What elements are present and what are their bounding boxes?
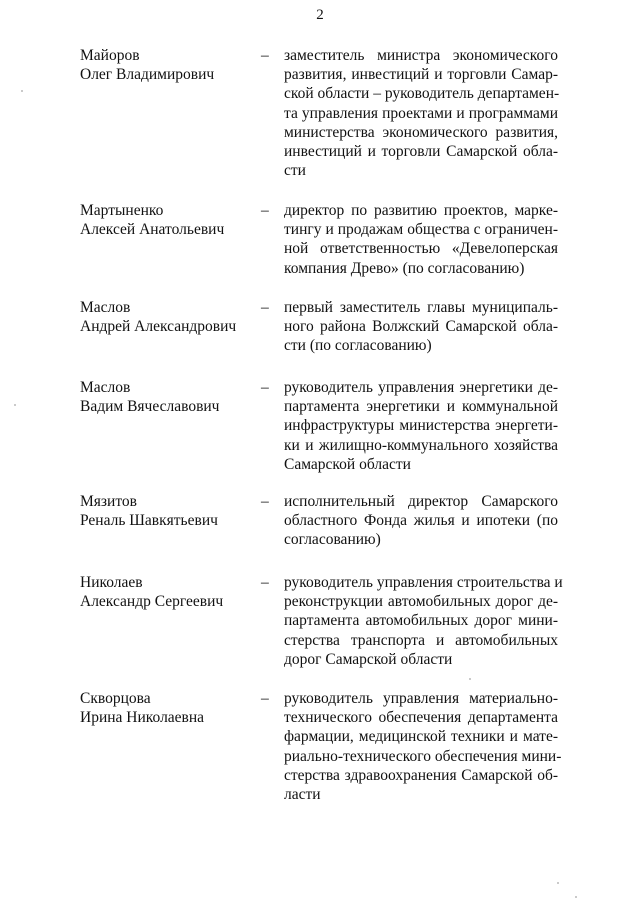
member-role — [284, 573, 563, 669]
member-role — [284, 492, 558, 550]
role-line: стерства транспорта и автомобильных — [284, 631, 558, 649]
role-line: партамента энергетики и коммунальной — [284, 398, 558, 416]
scan-speck — [469, 678, 471, 680]
surname: Майоров — [80, 47, 140, 64]
role-line: сти (по согласованию) — [284, 337, 432, 355]
surname: Мязитов — [80, 493, 137, 510]
role-line: директор по развитию проектов, марке- — [284, 202, 558, 219]
role-line: руководитель управления материально- — [284, 690, 558, 707]
member-role — [284, 201, 558, 278]
role-line: сти — [284, 162, 306, 180]
role-line: руководитель управления строительства и — [284, 574, 563, 591]
role-line: первый заместитель главы муниципаль- — [284, 299, 558, 316]
role-line: заместитель министра экономического — [284, 47, 558, 64]
role-line: ской области – руководитель департамен- — [284, 85, 560, 103]
dash-separator: – — [261, 47, 269, 64]
given-names: Олег Владимирович — [80, 66, 215, 83]
dash-separator: – — [261, 493, 269, 510]
dash-separator: – — [261, 574, 269, 591]
page-number: 2 — [316, 7, 324, 23]
given-names: Реналь Шавкятьевич — [80, 512, 218, 529]
role-line: ного района Волжский Самарской обла- — [284, 318, 558, 336]
role-line: стерства здравоохранения Самарской об- — [284, 766, 558, 784]
given-names: Алексей Анатольевич — [80, 221, 225, 238]
role-line: министерства экономического развития, — [284, 123, 558, 141]
role-line: областного Фонда жилья и ипотеки (по — [284, 512, 558, 530]
scan-speck — [575, 896, 577, 898]
role-line: ной ответственностью «Девелоперская — [284, 240, 558, 258]
scan-speck — [557, 882, 559, 884]
role-line: риально-технического обеспечения мини- — [284, 747, 562, 765]
role-line: тингу и продажам общества с ограничен- — [284, 221, 558, 239]
role-line: согласованию) — [284, 531, 381, 549]
member-name — [80, 298, 255, 336]
role-line: дорог Самарской области — [284, 650, 453, 668]
role-line: технического обеспечения департамента — [284, 709, 558, 727]
surname: Мартыненко — [80, 202, 164, 219]
member-role — [284, 298, 558, 356]
role-line: ласти — [284, 786, 321, 804]
surname: Николаев — [80, 574, 143, 591]
role-line: партамента автомобильных дорог мини- — [284, 612, 558, 630]
role-line: руководитель управления энергетики де- — [284, 379, 558, 396]
role-line: инфраструктуры министерства энергети- — [284, 417, 558, 435]
role-line: ки и жилищно-коммунального хозяйства — [284, 436, 558, 454]
role-line: развития, инвестиций и торговли Самар- — [284, 66, 558, 84]
member-role — [284, 378, 558, 474]
member-role — [284, 46, 558, 180]
dash-separator: – — [261, 379, 269, 396]
dash-separator: – — [261, 299, 269, 316]
role-line: реконструкции автомобильных дорог де- — [284, 593, 558, 611]
member-name — [80, 689, 255, 727]
role-line: исполнительный директор Самарского — [284, 493, 558, 510]
member-name — [80, 378, 255, 416]
member-name — [80, 573, 255, 611]
member-name — [80, 201, 255, 239]
dash-separator: – — [261, 202, 269, 219]
given-names: Александр Сергеевич — [80, 593, 224, 610]
member-name — [80, 492, 255, 530]
role-line: фармации, медицинской техники и мате- — [284, 728, 558, 746]
role-line: та управления проектами и программами — [284, 104, 558, 122]
surname: Маслов — [80, 299, 131, 316]
role-line: Самарской области — [284, 455, 411, 473]
surname: Скворцова — [80, 690, 151, 707]
dash-separator: – — [261, 690, 269, 707]
scan-speck — [21, 90, 23, 92]
member-name — [80, 46, 255, 84]
given-names: Вадим Вячеславович — [80, 398, 220, 415]
given-names: Андрей Александрович — [80, 318, 237, 335]
role-line: инвестиций и торговли Самарской обла- — [284, 143, 558, 161]
surname: Маслов — [80, 379, 131, 396]
given-names: Ирина Николаевна — [80, 709, 205, 726]
scan-speck — [14, 404, 16, 406]
role-line: компания Древо» (по согласованию) — [284, 259, 525, 277]
member-role — [284, 689, 562, 804]
